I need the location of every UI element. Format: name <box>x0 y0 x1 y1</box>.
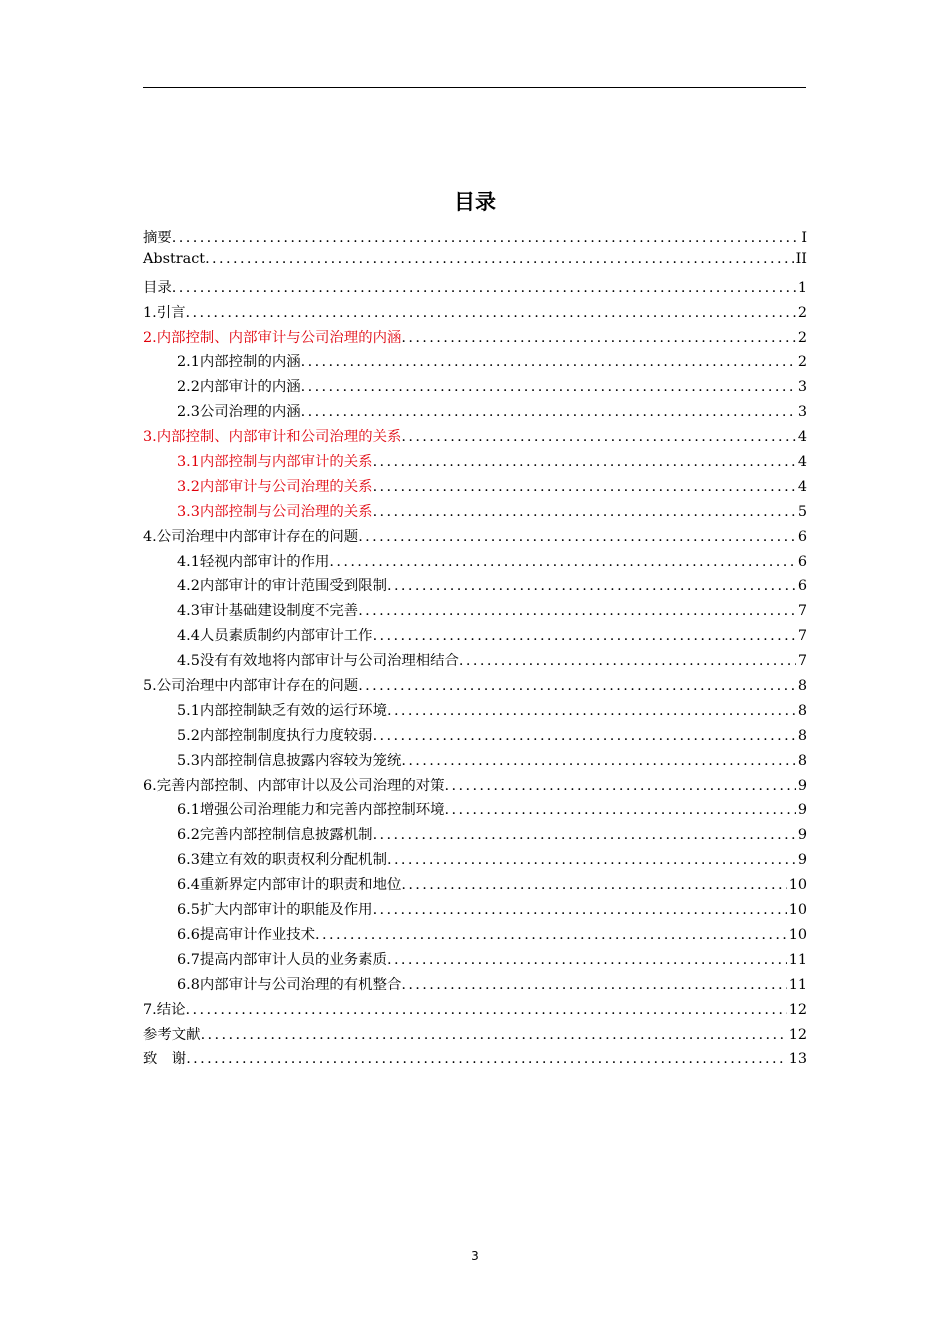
dot-leader <box>358 603 796 619</box>
toc-entry-title: 7.结论 <box>143 1001 186 1018</box>
toc-entry-page: 3 <box>797 379 807 396</box>
page-number: 3 <box>471 1249 479 1263</box>
dot-leader <box>401 753 795 769</box>
toc-entry-page: 13 <box>788 1051 807 1068</box>
toc-entry-page: 12 <box>788 1026 807 1043</box>
dot-leader <box>387 952 787 968</box>
dot-leader <box>301 404 796 420</box>
toc-entry-page: 2 <box>797 354 807 371</box>
toc-entry[interactable] <box>143 599 807 624</box>
toc-entry-page: 4 <box>797 478 807 495</box>
dot-leader <box>358 678 796 694</box>
toc-entry[interactable] <box>143 774 807 799</box>
toc-entry-title: 6.8内部审计与公司治理的有机整合 <box>177 976 402 993</box>
dot-leader <box>329 554 795 570</box>
dot-leader <box>301 379 796 395</box>
toc-entry[interactable] <box>143 724 807 749</box>
toc-entry[interactable] <box>143 550 807 575</box>
dot-leader <box>401 877 786 893</box>
toc-entry-title: 5.3内部控制信息披露内容较为笼统 <box>177 752 402 769</box>
toc-entry[interactable] <box>143 574 807 599</box>
toc-entry[interactable] <box>143 749 807 774</box>
toc-entry-page: 9 <box>797 852 807 869</box>
dot-leader <box>459 653 796 669</box>
toc-entry[interactable] <box>143 1023 807 1048</box>
toc-entry-title: 6.6提高审计作业技术 <box>177 926 316 943</box>
dot-leader <box>387 703 796 719</box>
table-of-contents <box>143 226 807 1072</box>
toc-entry-page: 6 <box>797 578 807 595</box>
header-rule <box>143 87 806 88</box>
toc-entry[interactable] <box>143 276 807 301</box>
toc-entry-page: 11 <box>788 976 807 993</box>
toc-entry-title: 3.内部控制、内部审计和公司治理的关系 <box>143 429 402 446</box>
toc-entry-page: 10 <box>788 902 807 919</box>
toc-entry-title: 6.4重新界定内部审计的职责和地位 <box>177 877 402 894</box>
toc-entry-title: 6.7提高内部审计人员的业务素质 <box>177 951 387 968</box>
toc-entry-title: 4.5没有有效地将内部审计与公司治理相结合 <box>177 653 459 670</box>
toc-entry-title: 4.3审计基础建设制度不完善 <box>177 603 359 620</box>
toc-entry[interactable] <box>143 649 807 674</box>
toc-entry[interactable] <box>143 375 807 400</box>
toc-entry-page: 10 <box>788 926 807 943</box>
toc-entry[interactable] <box>143 923 807 948</box>
toc-entry-title: 6.3建立有效的职责权利分配机制 <box>177 852 387 869</box>
toc-entry[interactable] <box>143 500 807 525</box>
toc-entry-page: 5 <box>797 503 807 520</box>
toc-entry[interactable] <box>143 823 807 848</box>
dot-leader <box>172 230 800 246</box>
dot-leader <box>205 251 794 267</box>
toc-entry-title: 2.内部控制、内部审计与公司治理的内涵 <box>143 329 402 346</box>
dot-leader <box>445 778 796 794</box>
toc-entry[interactable] <box>143 699 807 724</box>
toc-entry[interactable] <box>143 251 807 276</box>
toc-entry-title: 1.引言 <box>143 304 186 321</box>
toc-entry[interactable] <box>143 624 807 649</box>
toc-entry-page: 1 <box>797 279 807 296</box>
dot-leader <box>172 280 796 296</box>
toc-entry-title: Abstract <box>143 250 206 267</box>
dot-leader <box>373 827 796 843</box>
toc-entry[interactable] <box>143 973 807 998</box>
toc-entry-title: 6.1增强公司治理能力和完善内部控制环境 <box>177 802 445 819</box>
toc-entry[interactable] <box>143 525 807 550</box>
toc-entry-page: 4 <box>797 454 807 471</box>
toc-entry[interactable] <box>143 948 807 973</box>
dot-leader <box>358 529 796 545</box>
toc-entry-title: 2.1内部控制的内涵 <box>177 354 301 371</box>
toc-entry-title: 5.公司治理中内部审计存在的问题 <box>143 678 359 695</box>
dot-leader <box>387 852 796 868</box>
toc-entry-title: 目录 <box>143 279 172 296</box>
toc-entry-page: 8 <box>797 678 807 695</box>
toc-entry-title: 6.5扩大内部审计的职能及作用 <box>177 902 373 919</box>
dot-leader <box>201 1027 787 1043</box>
toc-entry-page: 7 <box>797 603 807 620</box>
toc-entry-title: 2.3公司治理的内涵 <box>177 404 301 421</box>
toc-entry-title: 4.公司治理中内部审计存在的问题 <box>143 528 359 545</box>
toc-entry-page: 7 <box>797 628 807 645</box>
dot-leader <box>186 305 796 321</box>
toc-entry-title: 参考文献 <box>143 1026 201 1043</box>
toc-entry[interactable] <box>143 798 807 823</box>
dot-leader <box>373 628 796 644</box>
toc-entry-title: 5.2内部控制制度执行力度较弱 <box>177 727 373 744</box>
dot-leader <box>401 429 795 445</box>
dot-leader <box>186 1002 787 1018</box>
toc-entry[interactable] <box>143 350 807 375</box>
dot-leader <box>301 354 796 370</box>
toc-entry[interactable] <box>143 1047 807 1072</box>
toc-entry-title: 2.2内部审计的内涵 <box>177 379 301 396</box>
toc-entry[interactable] <box>143 998 807 1023</box>
dot-leader <box>373 479 796 495</box>
toc-entry-page: 6 <box>797 528 807 545</box>
toc-entry-page: 2 <box>797 304 807 321</box>
dot-leader <box>373 902 787 918</box>
dot-leader <box>373 504 796 520</box>
toc-entry[interactable] <box>143 400 807 425</box>
toc-entry[interactable] <box>143 674 807 699</box>
toc-entry-page: 3 <box>797 404 807 421</box>
toc-entry-title: 摘要 <box>143 230 172 246</box>
toc-entry-title: 4.2内部审计的审计范围受到限制 <box>177 578 387 595</box>
toc-entry[interactable] <box>143 450 807 475</box>
toc-entry-page: I <box>801 230 807 246</box>
toc-entry-page: 9 <box>797 827 807 844</box>
dot-leader <box>373 454 796 470</box>
dot-leader <box>401 330 795 346</box>
toc-entry[interactable] <box>143 326 807 351</box>
dot-leader <box>445 802 796 818</box>
toc-entry-title: 3.3内部控制与公司治理的关系 <box>177 503 373 520</box>
toc-entry-page: 6 <box>797 553 807 570</box>
dot-leader <box>401 977 786 993</box>
toc-entry-page: 8 <box>797 727 807 744</box>
toc-entry-page: 9 <box>797 777 807 794</box>
toc-entry-title: 4.4人员素质制约内部审计工作 <box>177 628 373 645</box>
toc-entry-page: 8 <box>797 702 807 719</box>
toc-entry-title: 3.2内部审计与公司治理的关系 <box>177 478 373 495</box>
toc-entry[interactable] <box>143 873 807 898</box>
toc-entry-page: II <box>795 250 807 267</box>
toc-entry-title: 5.1内部控制缺乏有效的运行环境 <box>177 702 387 719</box>
toc-entry-page: 10 <box>788 877 807 894</box>
toc-entry[interactable] <box>143 425 807 450</box>
toc-entry[interactable] <box>143 226 807 251</box>
toc-entry-page: 9 <box>797 802 807 819</box>
toc-entry-title: 6.完善内部控制、内部审计以及公司治理的对策 <box>143 777 445 794</box>
toc-entry-page: 2 <box>797 329 807 346</box>
toc-entry-page: 4 <box>797 429 807 446</box>
toc-entry-title: 致 谢 <box>143 1051 187 1068</box>
toc-entry-title: 4.1轻视内部审计的作用 <box>177 553 330 570</box>
toc-entry-page: 8 <box>797 752 807 769</box>
dot-leader <box>186 1051 787 1067</box>
toc-entry-page: 11 <box>788 951 807 968</box>
dot-leader <box>387 578 796 594</box>
toc-entry[interactable] <box>143 898 807 923</box>
toc-entry-page: 12 <box>788 1001 807 1018</box>
dot-leader <box>373 728 796 744</box>
toc-entry[interactable] <box>143 475 807 500</box>
toc-entry[interactable] <box>143 848 807 873</box>
toc-title: 目录 <box>454 190 496 214</box>
dot-leader <box>315 927 787 943</box>
toc-entry-title: 6.2完善内部控制信息披露机制 <box>177 827 373 844</box>
toc-entry-title: 3.1内部控制与内部审计的关系 <box>177 454 373 471</box>
toc-entry[interactable] <box>143 301 807 326</box>
toc-entry-page: 7 <box>797 653 807 670</box>
